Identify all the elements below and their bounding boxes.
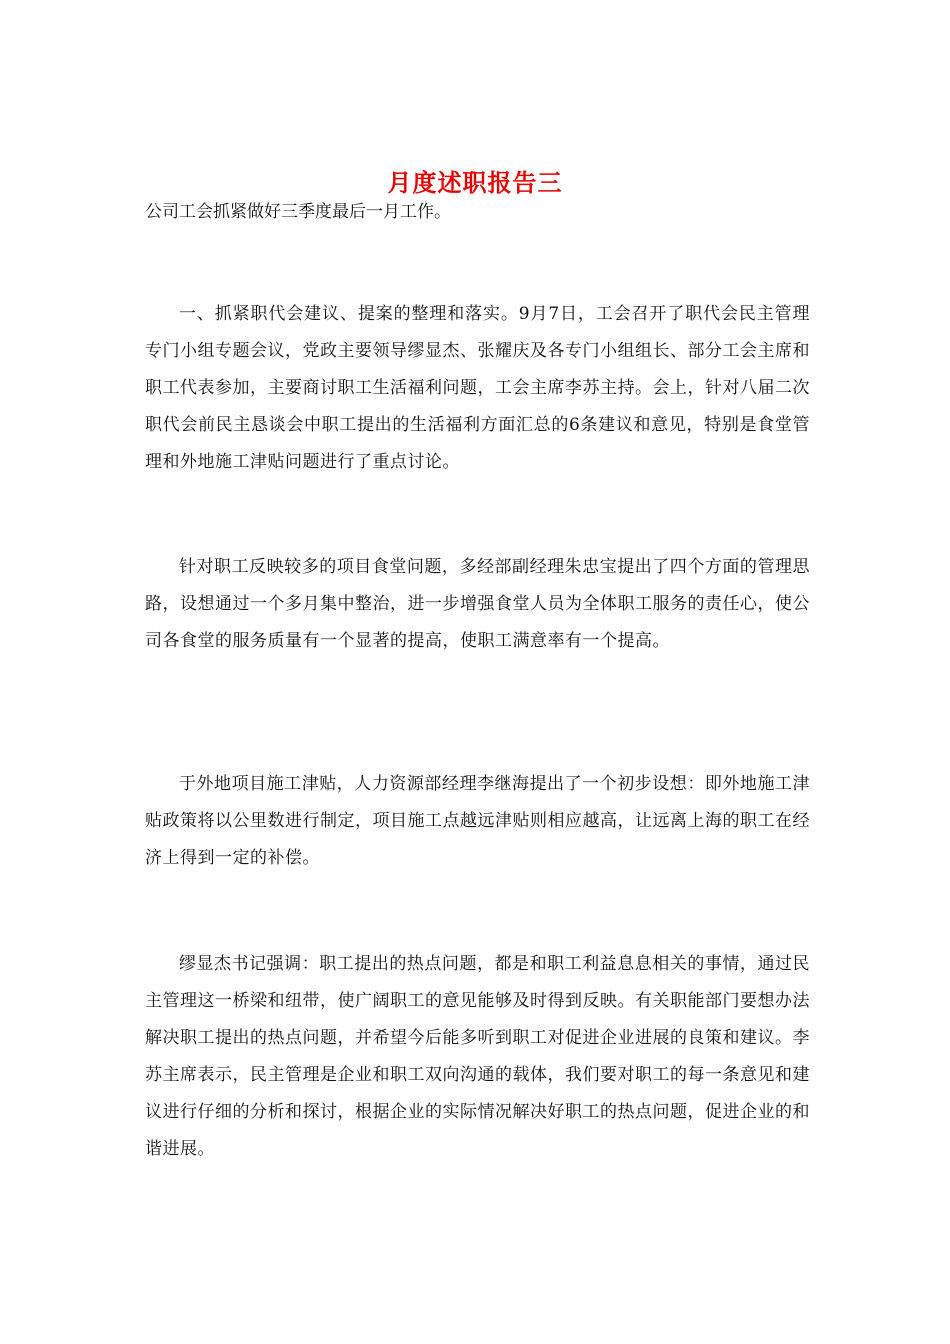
document-title: 月度述职报告三 xyxy=(387,168,563,198)
intro-line: 公司工会抓紧做好三季度最后一月工作。 xyxy=(145,202,451,222)
paragraph-3: 于外地项目施工津贴，人力资源部经理李继海提出了一个初步设想：即外地施工津贴政策将以公里数进行制定，项目施工点越远津贴则相应越高，让远离上海的职工在经济上得到一定的补偿。 xyxy=(145,774,810,868)
paragraph-2: 针对职工反映较多的项目食堂问题，多经部副经理朱忠宝提出了四个方面的管理思路，设想通过一个多月集中整治，进一步增强食堂人员为全体职工服务的责任心，使公司各食堂的服务质量有一个显著的提高，使职工满意率有一个提高。 xyxy=(145,557,810,651)
paragraph-1: 一、抓紧职代会建议、提案的整理和落实。9月7日，工会召开了职代会民主管理专门小组专题会议，党政主要领导缪显杰、张耀庆及各专门小组组长、部分工会主席和职工代表参加，主要商讨职工生活福利问题，工会主席李苏主持。会上，针对八届二次职代会前民主恳谈会中职工提出的生活福利方面汇总的6条建议和意见，特别是食堂管理和外地施工津贴问题进行了重点讨论。 xyxy=(145,304,810,472)
paragraph-4: 缪显杰书记强调：职工提出的热点问题，都是和职工利益息息相关的事情，通过民主管理这一桥梁和纽带，使广阔职工的意见能够及时得到反映。有关职能部门要想办法解决职工提出的热点问题，并希望今后能多听到职工对促进企业进展的良策和建议。李苏主席表示，民主管理是企业和职工双向沟通的载体，我们要对职工的每一条意见和建议进行仔细的分析和探讨，根据企业的实际情况解决好职工的热点问题，促进企业的和谐进展。 xyxy=(145,954,810,1159)
